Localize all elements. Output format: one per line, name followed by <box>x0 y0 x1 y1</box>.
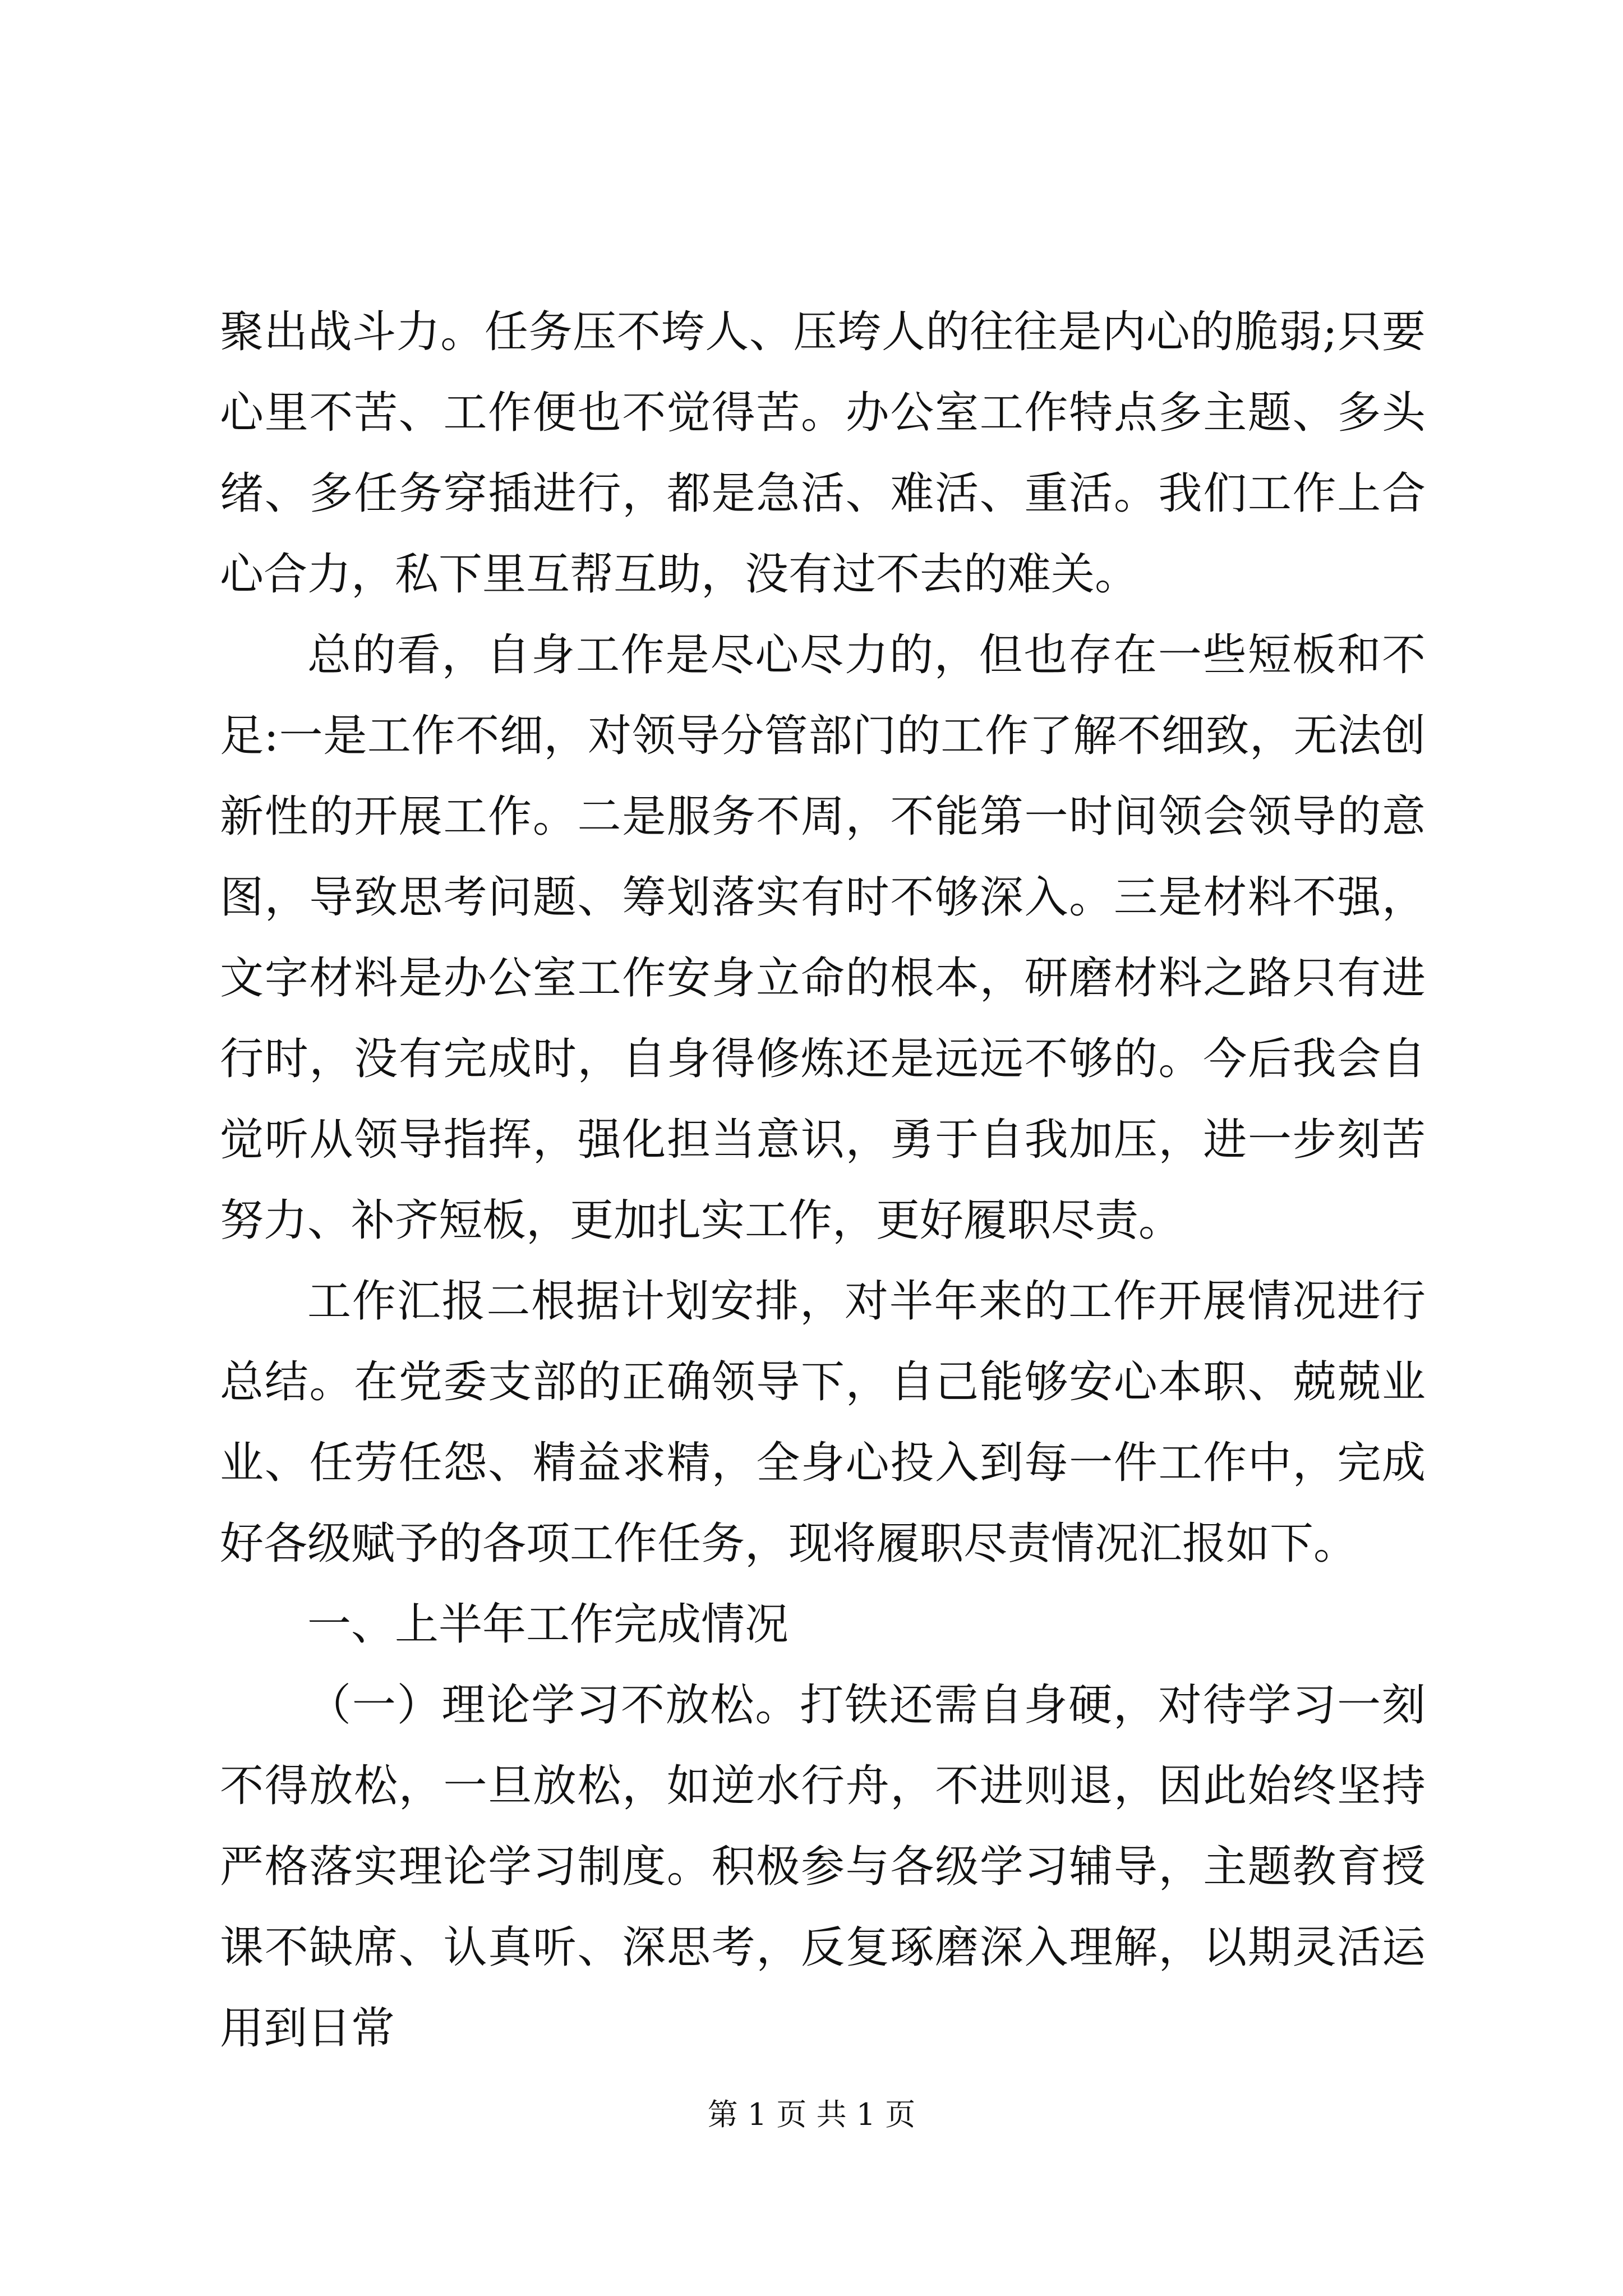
section-heading: 一、上半年工作完成情况 <box>307 1599 789 1650</box>
paragraph-2: 总的看，自身工作是尽心尽力的，但也存在一些短板和不足:一是工作不细，对领导分管部门的工作了解不细致，无法创新性的开展工作。二是服务不周，不能第一时间领会领导的意图，导致思考问题、筹划落实有时不够深入。三是材料不强，文字材料是办公室工作安身立命的根本，研磨材料之路只有进行时，没有完成时，自身得修炼还是远远不够的。今后我会自觉听从领导指挥，强化担当意识，勇于自我加压，进一步刻苦努力、补齐短板，更加扎实工作，更好履职尽责。 <box>220 630 1426 1246</box>
page-footer: 第 1 页 共 1 页 <box>707 2097 916 2132</box>
document-body <box>220 292 1426 2069</box>
paragraph-3: 工作汇报二根据计划安排，对半年来的工作开展情况进行总结。在党委支部的正确领导下，自己能够安心本职、兢兢业业、任劳任怨、精益求精，全身心投入到每一件工作中，完成好各级赋予的各项工作任务，现将履职尽责情况汇报如下。 <box>220 1276 1426 1569</box>
paragraph-4: （一）理论学习不放松。打铁还需自身硬，对待学习一刻不得放松，一旦放松，如逆水行舟，不进则退，因此始终坚持严格落实理论学习制度。积极参与各级学习辅导，主题教育授课不缺席、认真听、深思考，反复琢磨深入理解，以期灵活运用到日常 <box>220 1680 1426 2054</box>
paragraph-1: 聚出战斗力。任务压不垮人、压垮人的往往是内心的脆弱;只要心里不苦、工作便也不觉得苦。办公室工作特点多主题、多头绪、多任务穿插进行，都是急活、难活、重活。我们工作上合心合力，私下里互帮互助，没有过不去的难关。 <box>220 307 1426 600</box>
